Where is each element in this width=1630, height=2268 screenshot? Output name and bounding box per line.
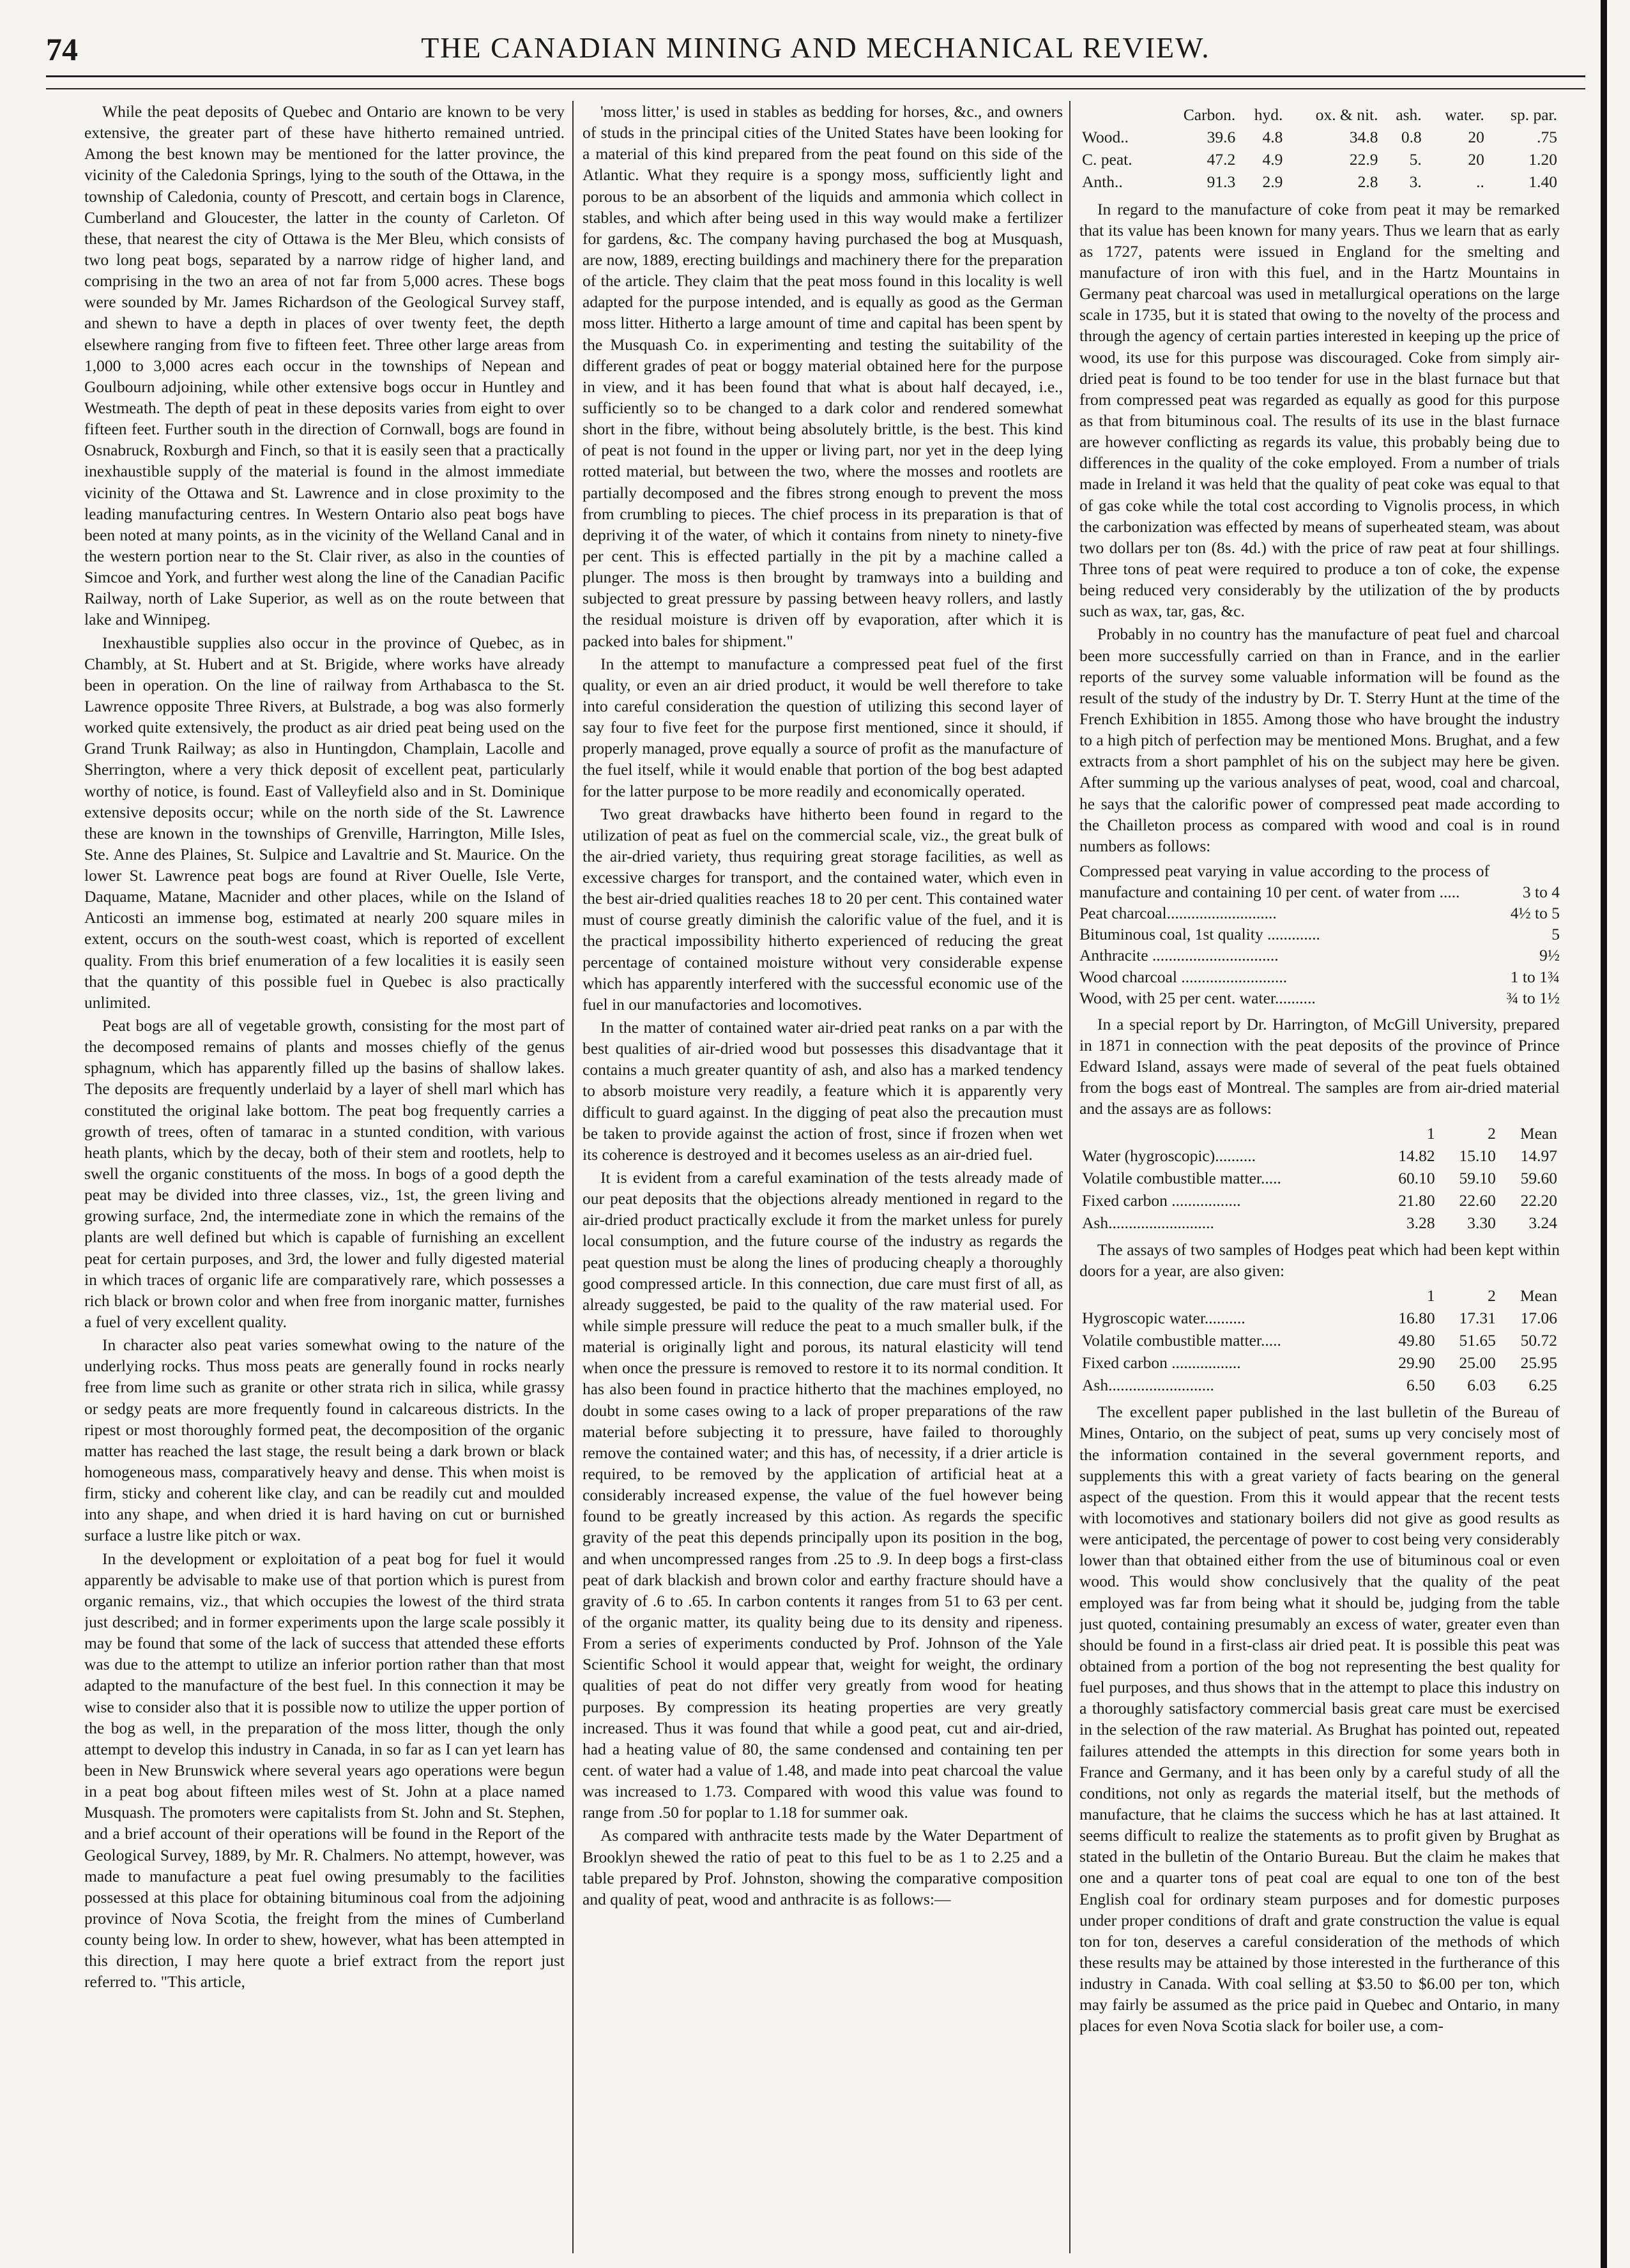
table-cell: 59.10: [1459, 1168, 1496, 1187]
table-header: [1079, 103, 1157, 126]
paragraph: In the matter of contained water air-dried peat ranks on a par with the best qualities of air-dried wood but possesses this disadvantage that it contains a much greater quantity of ash, and also has a marked tendency to absorb moisture very readily, a feature which it is apparently very difficult to guard against. In the digging of peat also the precaution must be taken to provide against the action of frost, since if frozen when wet its coherence is destroyed and it becomes useless as an air-dried fuel.: [583, 1018, 1063, 1164]
paragraph: In the development or exploitation of a peat bog for fuel it would apparently be advisable to make use of that portion which is purest from organic remains, viz., that which occupies the lowest of the third strata just described; and in former experiments upon the large scale possibly it may be found that some of the lack of success that attended these efforts was due to the attempt to utilize an inferior portion rather than that most adapted to the manufacture of the best fuel. In this connection it may be wise to consider also that it is possible now to utilize the upper portion of the bog as well, in the preparation of the moss litter, though the only attempt to develop this industry in Canada, in so far as I can yet learn has been in New Brunswick where several years ago operations were begun in a peat bog about fifteen miles west of St. John at a place named Musquash. The promoters were capitalists from St. John and St. Stephen, and a brief account of their operations will be found in the Report of the Geological Survey, 1889, by Mr. R. Chalmers. No attempt, however, was made to manufacture a peat fuel owing presumably to the facilities possessed at this place for obtaining bituminous coal from the adjoining province of Nova Scotia, the freight from the mines of Cumberland county being low. In order to shew, however, what has been attempted in this direction, I may here quote a brief extract from the report just referred to. "This article,: [84, 1549, 565, 1991]
table-cell: 17.31: [1459, 1308, 1496, 1327]
table-header: ash.: [1396, 105, 1422, 124]
assay-table-hodges: [1079, 1284, 1560, 1397]
table-row: [1079, 1374, 1560, 1396]
table-cell: 29.90: [1398, 1353, 1435, 1373]
list-item: [1079, 924, 1560, 945]
article-body: [46, 101, 1585, 2260]
table-header-row: [1079, 1122, 1560, 1145]
table-cell: 51.65: [1459, 1330, 1496, 1350]
table-cell: 4.9: [1262, 150, 1283, 169]
table-header: Mean: [1520, 1123, 1557, 1143]
table-cell: 47.2: [1207, 150, 1236, 169]
running-title: THE CANADIAN MINING AND MECHANICAL REVIEW.: [421, 31, 1210, 64]
table-cell: Water (hygroscopic)..........: [1082, 1146, 1256, 1165]
table-cell: 3.28: [1406, 1214, 1435, 1233]
list-item-value: 1 to 1¾: [1510, 967, 1560, 986]
table-header: 1: [1426, 1123, 1435, 1143]
table-cell: 20: [1468, 150, 1484, 169]
paragraph: In a special report by Dr. Harrington, of McGill University, prepared in 1871 in connection with the peat deposits of the province of Prince Edward Island, assays were made of several of the peat fuels obtained from the bogs east of Montreal. The samples are from air-dried material and the assays are as follows:: [1079, 1014, 1560, 1118]
table-header: Mean: [1520, 1286, 1557, 1305]
header-rule: [46, 75, 1585, 77]
table-row: [1079, 1189, 1560, 1212]
table-cell: 0.8: [1401, 128, 1422, 147]
table-cell: 6.03: [1467, 1376, 1496, 1395]
table-cell: 6.50: [1406, 1376, 1435, 1395]
paragraph: Two great drawbacks have hitherto been found in regard to the utilization of peat as fuel on the commercial scale, viz., the great bulk of the air-dried variety, thus requiring great storage facilities, as well as excessive charges for transport, and the contained water, which even in the best air-dried qualities reaches 18 to 20 per cent. This contained water must of course greatly diminish the calorific value of the fuel, and it is the practical impossibility hitherto experienced of reducing the great percentage of contained moisture without very considerable expense which has apparently interfered with the successful economic use of the fuel in our manufactories and locomotives.: [583, 804, 1063, 1014]
paragraph: It is evident from a careful examination of the tests already made of our peat deposits that the objections already mentioned in regard to the air-dried product practically exclude it from the market unless for purely local consumption, and the future course of the industry as regards the peat question must be along the lines of producing cheaply a thoroughly good compressed article. In this connection, due care must first of all, as already suggested, be paid to the quality of the raw material used. For while simple pressure will reduce the peat to a much smaller bulk, if the material is originally light and porous, its natural elasticity will tend when once the pressure is removed to restore it to its normal condition. It has also been found in practice hitherto that the machines employed, no doubt in some cases owing to a lack of proper preparations of the raw material before subjecting it to pressure, have failed to thoroughly remove the contained water; and this has, of necessity, if a drier article is required, to be removed by the application of artificial heat at a considerably increased expense, the value of the fuel however being found to be greatly increased by this action. As regards the specific gravity of the peat this depends principally upon its position in the bog, and when uncompressed ranges from .25 to .9. In deep bogs a first-class peat of dark blackish and brown color and earthy fracture should have a gravity of .6 to .65. In carbon contents it ranges from 51 to 63 per cent. of the organic matter, its quality being due to its density and ripeness. From a series of experiments conducted by Prof. Johnson of the Yale Scientific School it would appear that, weight for weight, the ordinary qualities of peat do not differ very greatly from wood for heating purposes. By compression its heating properties are very greatly increased. Thus it was found that while a good peat, cut and air-dried, had a heating value of 80, the same condensed and containing ten per cent. of water had a value of 1.48, and made into peat charcoal the value was increased to 1.73. Compared with wood this value was found to range from .50 for poplar to 1.18 for summer oak.: [583, 1168, 1063, 1822]
table-cell: 22.9: [1349, 150, 1378, 169]
table-header-row: [1079, 1284, 1560, 1307]
table-cell: 15.10: [1459, 1146, 1496, 1165]
paragraph: In the attempt to manufacture a compressed peat fuel of the first quality, or even an air dried product, it would be well therefore to take into careful consideration the question of utilizing this second layer of say four to five feet for the purpose first mentioned, since it should, if properly managed, prove equally a source of profit as the manufacture of the fuel itself, while it would enable that portion of the bog best adapted for the latter purpose to be more readily and economically operated.: [583, 654, 1063, 800]
paragraph: While the peat deposits of Quebec and Ontario are known to be very extensive, the greater part of these have hitherto remained untried. Among the best known may be mentioned for the latter province, the vicinity of the Caledonia Springs, lying to the south of the Ottawa, in the township of Caledonia, county of Prescott, and certain bogs in Clarence, Cumberland and Gloucester, the latter in the county of Carleton. Of these, that nearest the city of Ottawa is the Mer Bleu, which consists of two long peat bogs, separated by a narrow ridge of higher land, and comprising in the two an area of not far from 5,000 acres. These bogs were sounded by Mr. James Richardson of the Geological Survey staff, and shewn to have a depth in places of over twenty feet, the depth elsewhere ranging from five to fifteen feet. Three other large areas from 1,000 to 3,000 acres each occur in the townships of Nepean and Goulbourn adjoining, while other extensive bogs occur in Huntley and Westmeath. The depth of peat in these deposits varies from eight to over fifteen feet. Further south in the direction of Cornwall, bogs are found in Osnabruck, Roxburgh and Finch, so that it is easily seen that a practically inexhaustible supply of the material is found in the almost immediate vicinity of the Ottawa and St. Lawrence and in close proximity to the leading manufacturing centres. In Western Ontario also peat bogs have been noted at many points, as in the vicinity of the Welland Canal and in the western portion near to the St. Clair river, as also in the counties of Simcoe and York, and further west along the line of the Canadian Pacific Railway, north of Lake Superior, as well as on the route between that lake and Winnipeg.: [84, 102, 565, 629]
table-cell: 1.40: [1528, 172, 1557, 192]
table-cell: 1.20: [1528, 150, 1557, 169]
paragraph: The assays of two samples of Hodges peat which had been kept within doors for a year, are also given:: [1079, 1240, 1560, 1281]
paragraph: Peat bogs are all of vegetable growth, consisting for the most part of the decomposed remains of plants and mosses chiefly of the genus sphagnum, which has apparently filled up the basins of shallow lakes. The deposits are frequently underlaid by a layer of shell marl which has constituted the original lake bottom. The peat bog frequently carries a growth of trees, often of tamarac in a stunted condition, with various heath plants, which by the decay, both of their stem and rootlets, help to swell the organic constituents of the moss. In bogs of a good depth the peat may be divided into three classes, viz., 1st, the green living and growing surface, 2nd, the intermediate zone in which the remains of the plants are well defined but which is capable of furnishing an excellent peat for certain purposes, and 3rd, the lower and fully digested material in which traces of organic life are comparatively rare, which possesses a rich black or brown color and when free from inorganic matter, furnishes a fuel of very excellent quality.: [84, 1016, 565, 1332]
list-item-value: 4½ to 5: [1510, 904, 1560, 923]
table-cell: 4.8: [1262, 128, 1283, 147]
list-item-label: Wood charcoal ..........................: [1079, 967, 1288, 986]
list-item: [1079, 987, 1560, 1008]
paragraph: Probably in no country has the manufacture of peat fuel and charcoal been more successfully carried on than in France, and in the earlier reports of the survey some valuable information will be found as the result of the study of the industry by Dr. T. Sterry Hunt at the time of the French Exhibition in 1855. Among those who have brought the industry to a high pitch of perfection may be mentioned Mons. Brughat, and a few extracts from a short pamphlet of his on the subject may here be given. After summing up the various analyses of peat, wood, coal and charcoal, he says that the calorific power of compressed peat made according to the Chailleton process as compared with wood and coal is in round numbers as follows:: [1079, 625, 1560, 855]
table-header: ox. & nit.: [1315, 105, 1378, 124]
table-cell: .75: [1537, 128, 1557, 147]
list-item-value: ¾ to 1½: [1506, 988, 1560, 1007]
table-header-row: [1079, 103, 1560, 126]
table-row: [1079, 148, 1560, 171]
table-cell: Anth..: [1082, 172, 1123, 192]
list-item-value: 5: [1551, 925, 1560, 944]
table-header: sp. par.: [1511, 105, 1557, 124]
table-cell: C. peat.: [1082, 150, 1132, 169]
column-divider: [572, 101, 574, 2253]
table-row: [1079, 1351, 1560, 1374]
table-cell: 14.82: [1398, 1146, 1435, 1165]
table-cell: 59.60: [1520, 1168, 1557, 1187]
table-header: 1: [1426, 1286, 1435, 1305]
table-cell: 25.95: [1520, 1353, 1557, 1373]
table-cell: 3.: [1409, 172, 1422, 192]
column-1: [84, 101, 565, 2253]
list-item-label: Wood, with 25 per cent. water..........: [1079, 988, 1316, 1007]
table-header: 2: [1488, 1286, 1496, 1305]
table-cell: 2.8: [1357, 172, 1378, 192]
table-row: [1079, 1307, 1560, 1329]
assay-table-montreal: [1079, 1122, 1560, 1235]
calorific-value-list: [1079, 860, 1560, 1008]
list-item-label: Peat charcoal...........................: [1079, 904, 1277, 923]
table-header: [1079, 1122, 1377, 1145]
table-cell: 22.60: [1459, 1191, 1496, 1210]
list-item-value: 9½: [1539, 946, 1560, 965]
page-header: [46, 31, 1585, 101]
list-item-label: Bituminous coal, 1st quality .............: [1079, 925, 1320, 944]
table-cell: 17.06: [1520, 1308, 1557, 1327]
column-2: [583, 101, 1063, 2253]
table-cell: 21.80: [1398, 1191, 1435, 1210]
list-item-label: Compressed peat varying in value according to the process of manufacture and containing 10 per cent. of water from .....: [1079, 861, 1489, 902]
table-cell: Volatile combustible matter.....: [1082, 1168, 1281, 1187]
table-cell: ..: [1476, 172, 1484, 192]
paragraph: In character also peat varies somewhat owing to the nature of the underlying rocks. Thus moss peats are generally found in rocks nearly free from lime such as granite or other strata rich in silica, while grassy or sedgy peats are more frequently found in calcareous districts. In the ripest or most thoroughly formed peat, the decomposition of the organic matter has reached the last stage, the result being a dark brown or black homogeneous mass, comparatively heavy and dense. This when moist is firm, sticky and coherent like clay, and can be readily cut and moulded into any shape, and when dried it is hard having on cut or burnished surface a lustre like pitch or wax.: [84, 1336, 565, 1545]
paragraph: 'moss litter,' is used in stables as bedding for horses, &c., and owners of studs in the principal cities of the United States have been looking for a material of this kind prepared from the peat found on this side of the Atlantic. What they require is a spongy moss, sufficiently light and porous to be an absorbent of the liquids and ammonia which collect in stables, and which after being used in this way would make a fertilizer for gardens, &c. The company having purchased the bog at Musquash, are now, 1889, erecting buildings and machinery there for the preparation of the article. They claim that the peat moss found in this locality is well adapted for the purpose intended, and is equally as good as the German moss litter. Hitherto a large amount of time and capital has been spent by the Musquash Co. in experimenting and testing the suitability of the different grades of peat or boggy material obtained here for the purpose in view, and it has been found that what is about half decayed, i.e., sufficiently so to be changed to a dark color and rendered somewhat short in the fibre, without being absolutely brittle, is the best. This kind of peat is not found in the upper or living part, nor yet in the deep lying rotted material, but between the two, where the mosses and rootlets are partially decomposed and the fibres strong enough to prevent the moss from crumbling to pieces. The chief process in its preparation is that of depriving it of the water, of which it contains from ninety to ninety-five per cent. This is effected partially in the pit by a machine called a plunger. The moss is then brought by tramways into a building and subjected to great pressure by passing between heavy rollers, and lastly the residual moisture is driven off by evaporation, after which it is packed into bales for shipment.": [583, 102, 1063, 650]
paragraph: The excellent paper published in the last bulletin of the Bureau of Mines, Ontario, on the subject of peat, sums up very concisely most of the information contained in the several government reports, and supplements this with a great variety of facts bearing on the general aspect of the question. From this it would appear that the recent tests with locomotives and stationary boilers did not give as good results as were anticipated, the percentage of power to cost being very considerably lower than that obtained either from the use of bituminous coal or even wood. This would show conclusively that the quality of the peat employed was far from being what it should be, judging from the table just quoted, containing presumably an excess of water, greater even than should be found in a first-class air dried peat. It is possible this peat was obtained from a portion of the bog not representing the best quality for fuel purposes, and thus shows that in the attempt to place this industry on a thoroughly satisfactory commercial basis great care must be exercised in the selection of the raw material. As Brughat has pointed out, repeated failures attended the attempts in this direction for some years both in France and Germany, and it has been only by a careful study of all the conditions, not only as regards the material itself, but the methods of manufacture, that he claims the success which he has at last attained. It seems difficult to realize the statements as to profit given by Brughat as stated in the bulletin of the Ontario Bureau. But the claim he makes that one and a quarter tons of peat coal are equal to one ton of the best English coal for ordinary steam purposes and for domestic purposes under proper conditions of draft and grate construction the value is equal ton for ton, deserves a careful consideration of the methods of which these results may be attained by those interested in the furtherance of this industry in Canada. With coal selling at $3.50 to $6.00 per ton, which may fairly be assumed as the price paid in Quebec and Ontario, in many places for even Nova Scotia slack for boiler use, a com-: [1079, 1403, 1560, 2036]
column-3: [1079, 101, 1560, 2253]
table-row: [1079, 126, 1560, 148]
list-item: [1079, 945, 1560, 966]
table-cell: Fixed carbon .................: [1082, 1353, 1241, 1373]
table-row: [1079, 1167, 1560, 1189]
table-cell: Ash..........................: [1082, 1214, 1214, 1233]
header-rule-thin: [46, 88, 1585, 89]
page-number: 74: [46, 31, 78, 67]
table-cell: 5.: [1409, 150, 1422, 169]
table-row: [1079, 1145, 1560, 1167]
page-edge-bar: [1601, 0, 1607, 2268]
list-item-label: Anthracite ...............................: [1079, 946, 1279, 965]
table-cell: 91.3: [1207, 172, 1236, 192]
column-divider: [1069, 101, 1070, 2253]
table-cell: Fixed carbon .................: [1082, 1191, 1241, 1210]
table-cell: 25.00: [1459, 1353, 1496, 1373]
table-cell: 2.9: [1262, 172, 1283, 192]
table-cell: Ash..........................: [1082, 1376, 1214, 1395]
table-cell: 34.8: [1349, 128, 1378, 147]
paragraph: In regard to the manufacture of coke from peat it may be remarked that its value has been known for many years. Thus we learn that as early as 1727, patents were issued in England for the smelting and manufacture of iron with this fuel, and in the Hartz Mountains in Germany peat charcoal was used in metallurgical operations on the large scale in 1735, but it is stated that owing to the novelty of the process and through the agency of certain parties interested in keeping up the price of wood, its use for this purpose was discouraged. Coke from simply air-dried peat is found to be too tender for use in the blast furnace but that from compressed peat was regarded as equally as good for this purpose as that from bituminous coal. The results of its use in the blast furnace are however conflicting as regards its value, this probably being due to differences in the quality of the coke employed. From a number of trials made in Ireland it was held that the quality of peat coke was equal to that of gas coke while the total cost according to Vignolis process, in which the carbonization was effected by means of superheated steam, was about two dollars per ton (8s. 4d.) with the price of raw peat at four shillings. Three tons of peat were required to produce a ton of coke, the expense being reduced very considerably by the utilization of the by products such as wax, tar, gas, &c.: [1079, 199, 1560, 621]
table-row: [1079, 171, 1560, 193]
list-item: [1079, 860, 1560, 902]
table-row: [1079, 1212, 1560, 1234]
table-header: 2: [1488, 1123, 1496, 1143]
table-cell: 22.20: [1520, 1191, 1557, 1210]
table-cell: 14.97: [1520, 1146, 1557, 1165]
table-cell: 49.80: [1398, 1330, 1435, 1350]
table-header: water.: [1445, 105, 1484, 124]
list-item-value: 3 to 4: [1522, 883, 1560, 902]
composition-table: [1079, 103, 1560, 194]
table-header: Carbon.: [1183, 105, 1236, 124]
table-header: [1079, 1284, 1377, 1307]
table-cell: 50.72: [1520, 1330, 1557, 1350]
table-cell: 39.6: [1207, 128, 1236, 147]
list-item: [1079, 966, 1560, 987]
table-cell: 60.10: [1398, 1168, 1435, 1187]
table-cell: Hygroscopic water..........: [1082, 1308, 1245, 1327]
table-cell: 3.30: [1467, 1214, 1496, 1233]
table-cell: Volatile combustible matter.....: [1082, 1330, 1281, 1350]
table-cell: 20: [1468, 128, 1484, 147]
table-cell: 6.25: [1528, 1376, 1557, 1395]
table-cell: 16.80: [1398, 1308, 1435, 1327]
paragraph: Inexhaustible supplies also occur in the province of Quebec, as in Chambly, at St. Hubert and at St. Brigide, where works have already been in operation. On the line of railway from Arthabasca to the St. Lawrence opposite Three Rivers, at Bulstrade, a bog was also formerly worked quite extensively, the product as air dried peat being used on the Grand Trunk Railway; as also in Huntingdon, Champlain, Lacolle and Sherrington, where a very thick deposit of excellent peat, particularly worthy of notice, is found. East of Valleyfield also and in St. Dominique extensive deposits occur; while on the north side of the St. Lawrence these are known in the townships of Grenville, Harrington, Mille Isles, Ste. Anne des Plaines, St. Sulpice and Lavaltrie and St. Maurice. On the lower St. Lawrence peat bogs are found at River Ouelle, Isle Verte, Daquame, Matane, Macnider and other places, while on the Island of Anticosti an immense bog, estimated at nearly 200 square miles in extent, occurs on the south-west coast, which is reported of excellent quality. From this brief enumeration of a few localities it is easily seen that the quantity of this possible fuel in Quebec is also practically unlimited.: [84, 633, 565, 1012]
table-cell: Wood..: [1082, 128, 1129, 147]
list-item: [1079, 902, 1560, 924]
paragraph: As compared with anthracite tests made by the Water Department of Brooklyn shewed the ratio of peat to this fuel to be as 1 to 2.25 and a table prepared by Prof. Johnston, showing the comparative composition and quality of peat, wood and anthracite is as follows:—: [583, 1826, 1063, 1908]
table-header: hyd.: [1254, 105, 1283, 124]
table-row: [1079, 1329, 1560, 1351]
table-cell: 3.24: [1528, 1214, 1557, 1233]
